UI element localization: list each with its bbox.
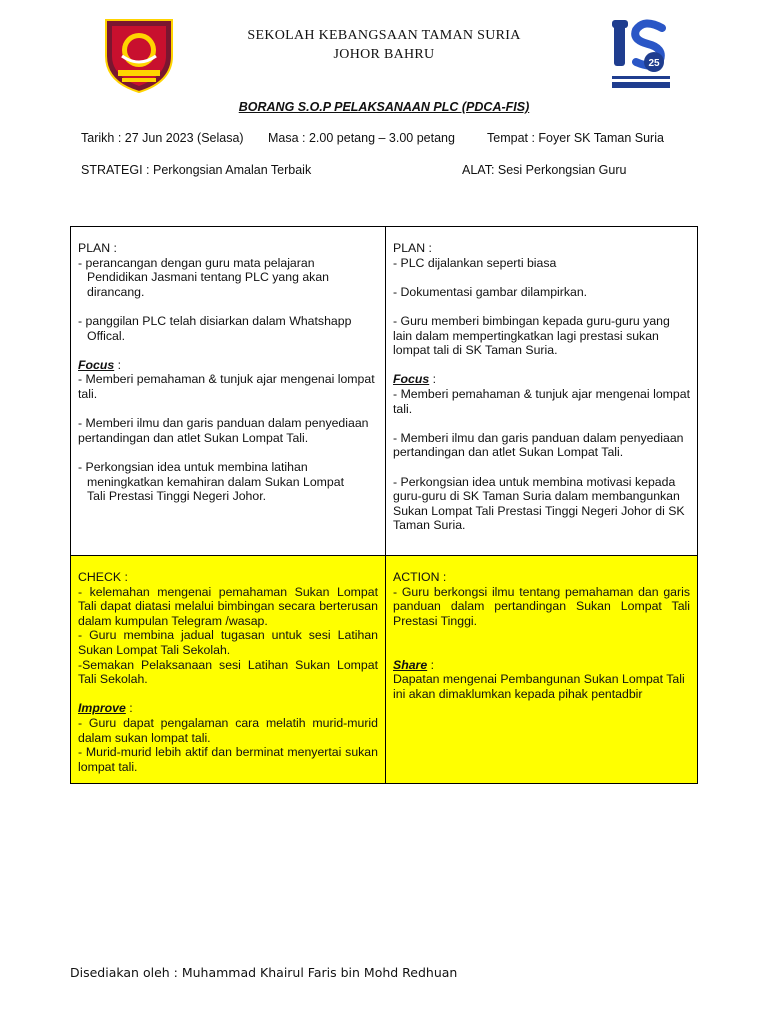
- ts25-programme-logo-icon: [610, 16, 672, 92]
- focus-heading: Focus: [78, 357, 115, 372]
- action-cell: [385, 555, 697, 783]
- share-colon: :: [427, 657, 435, 672]
- meta-time: Masa : 2.00 petang – 3.00 petang: [268, 131, 455, 145]
- plan-left-heading: PLAN :: [78, 241, 117, 255]
- focus-item: Tali Prestasi Tinggi Negeri Johor.: [87, 489, 267, 504]
- plan-left-item: - panggilan PLC telah disiarkan dalam Whatshapp: [78, 313, 352, 328]
- share-heading: Share: [393, 657, 428, 672]
- focus-item: - Memberi ilmu dan garis panduan dalam penyediaan pertandingan dan atlet Sukan Lompat Tali.: [78, 416, 369, 445]
- prepared-by: Disediakan oleh : Muhammad Khairul Faris bin Mohd Redhuan: [70, 965, 458, 980]
- focus-colon: :: [114, 357, 122, 372]
- action-heading: ACTION :: [393, 570, 447, 584]
- plan-right-item: - Guru memberi bimbingan kepada guru-guru yang lain dalam mempertingkatkan lagi prestasi sukan lompat tali di SK Taman Suria.: [393, 313, 670, 358]
- plan-left-cell: [71, 227, 385, 555]
- meta-date: Tarikh : 27 Jun 2023 (Selasa): [81, 131, 244, 145]
- focus-item: - Perkongsian idea untuk membina motivasi kepada guru-guru di SK Taman Suria dalam membangunkan Sukan Lompat Tali Prestasi Tinggi Negeri Johor di SK Taman Suria.: [393, 474, 685, 533]
- svg-text:25: 25: [648, 58, 660, 69]
- check-item: - kelemahan mengenai pemahaman Sukan Lompat Tali dapat diatasi melalui bimbingan secara berterusan dalam kumpulan Telegram /wasap.: [78, 584, 378, 628]
- plan-right-cell: [385, 227, 697, 555]
- plan-right-heading: PLAN :: [393, 241, 432, 255]
- focus-item: - Memberi pemahaman & tunjuk ajar mengenai lompat tali.: [78, 372, 375, 401]
- plan-right-item: - PLC dijalankan seperti biasa: [393, 255, 557, 270]
- check-item: - Guru membina jadual tugasan untuk sesi Latihan Sukan Lompat Tali Sekolah.: [78, 628, 378, 657]
- check-heading: CHECK :: [78, 570, 128, 584]
- focus-colon: :: [429, 372, 437, 387]
- focus-item: - Memberi ilmu dan garis panduan dalam penyediaan pertandingan dan atlet Sukan Lompat Tali.: [393, 430, 684, 460]
- share-text: Dapatan mengenai Pembangunan Sukan Lompat Tali ini akan dimaklumkan kepada pihak pentadbir: [393, 672, 685, 701]
- focus-heading: Focus: [393, 372, 430, 387]
- plan-left-item: dirancang.: [87, 284, 145, 299]
- improve-item: - Murid-murid lebih aktif dan berminat menyertai sukan lompat tali.: [78, 745, 378, 774]
- meta-place: Tempat : Foyer SK Taman Suria: [487, 131, 664, 145]
- school-city: JOHOR BAHRU: [333, 47, 435, 62]
- check-cell: [71, 555, 385, 783]
- action-item: - Guru berkongsi ilmu tentang pemahaman dan garis panduan dalam pertandingan Sukan Lompat Tali Prestasi Tinggi.: [393, 584, 690, 628]
- focus-item: - Memberi pemahaman & tunjuk ajar mengenai lompat tali.: [393, 386, 690, 416]
- school-name: SEKOLAH KEBANGSAAN TAMAN SURIA: [247, 28, 521, 43]
- improve-colon: :: [125, 701, 133, 716]
- focus-item: - Perkongsian idea untuk membina latihan: [78, 459, 308, 474]
- meta-tool: ALAT: Sesi Perkongsian Guru: [462, 163, 627, 177]
- plan-left-item: Pendidikan Jasmani tentang PLC yang akan: [87, 270, 329, 285]
- focus-item: meningkatkan kemahiran dalam Sukan Lompat: [87, 474, 345, 489]
- plan-right-item: - Dokumentasi gambar dilampirkan.: [393, 284, 588, 299]
- plan-left-item: Offical.: [87, 328, 126, 343]
- check-item: -Semakan Pelaksanaan sesi Latihan Sukan Lompat Tali Sekolah.: [78, 657, 378, 687]
- pdca-table: [70, 226, 698, 784]
- improve-heading: Improve: [78, 701, 126, 716]
- meta-strategy: STRATEGI : Perkongsian Amalan Terbaik: [81, 163, 312, 177]
- plan-left-item: - perancangan dengan guru mata pelajaran: [78, 255, 315, 270]
- form-title: BORANG S.O.P PELAKSANAAN PLC (PDCA-FIS): [238, 100, 530, 114]
- improve-item: - Guru dapat pengalaman cara melatih murid-murid dalam sukan lompat tali.: [78, 715, 378, 745]
